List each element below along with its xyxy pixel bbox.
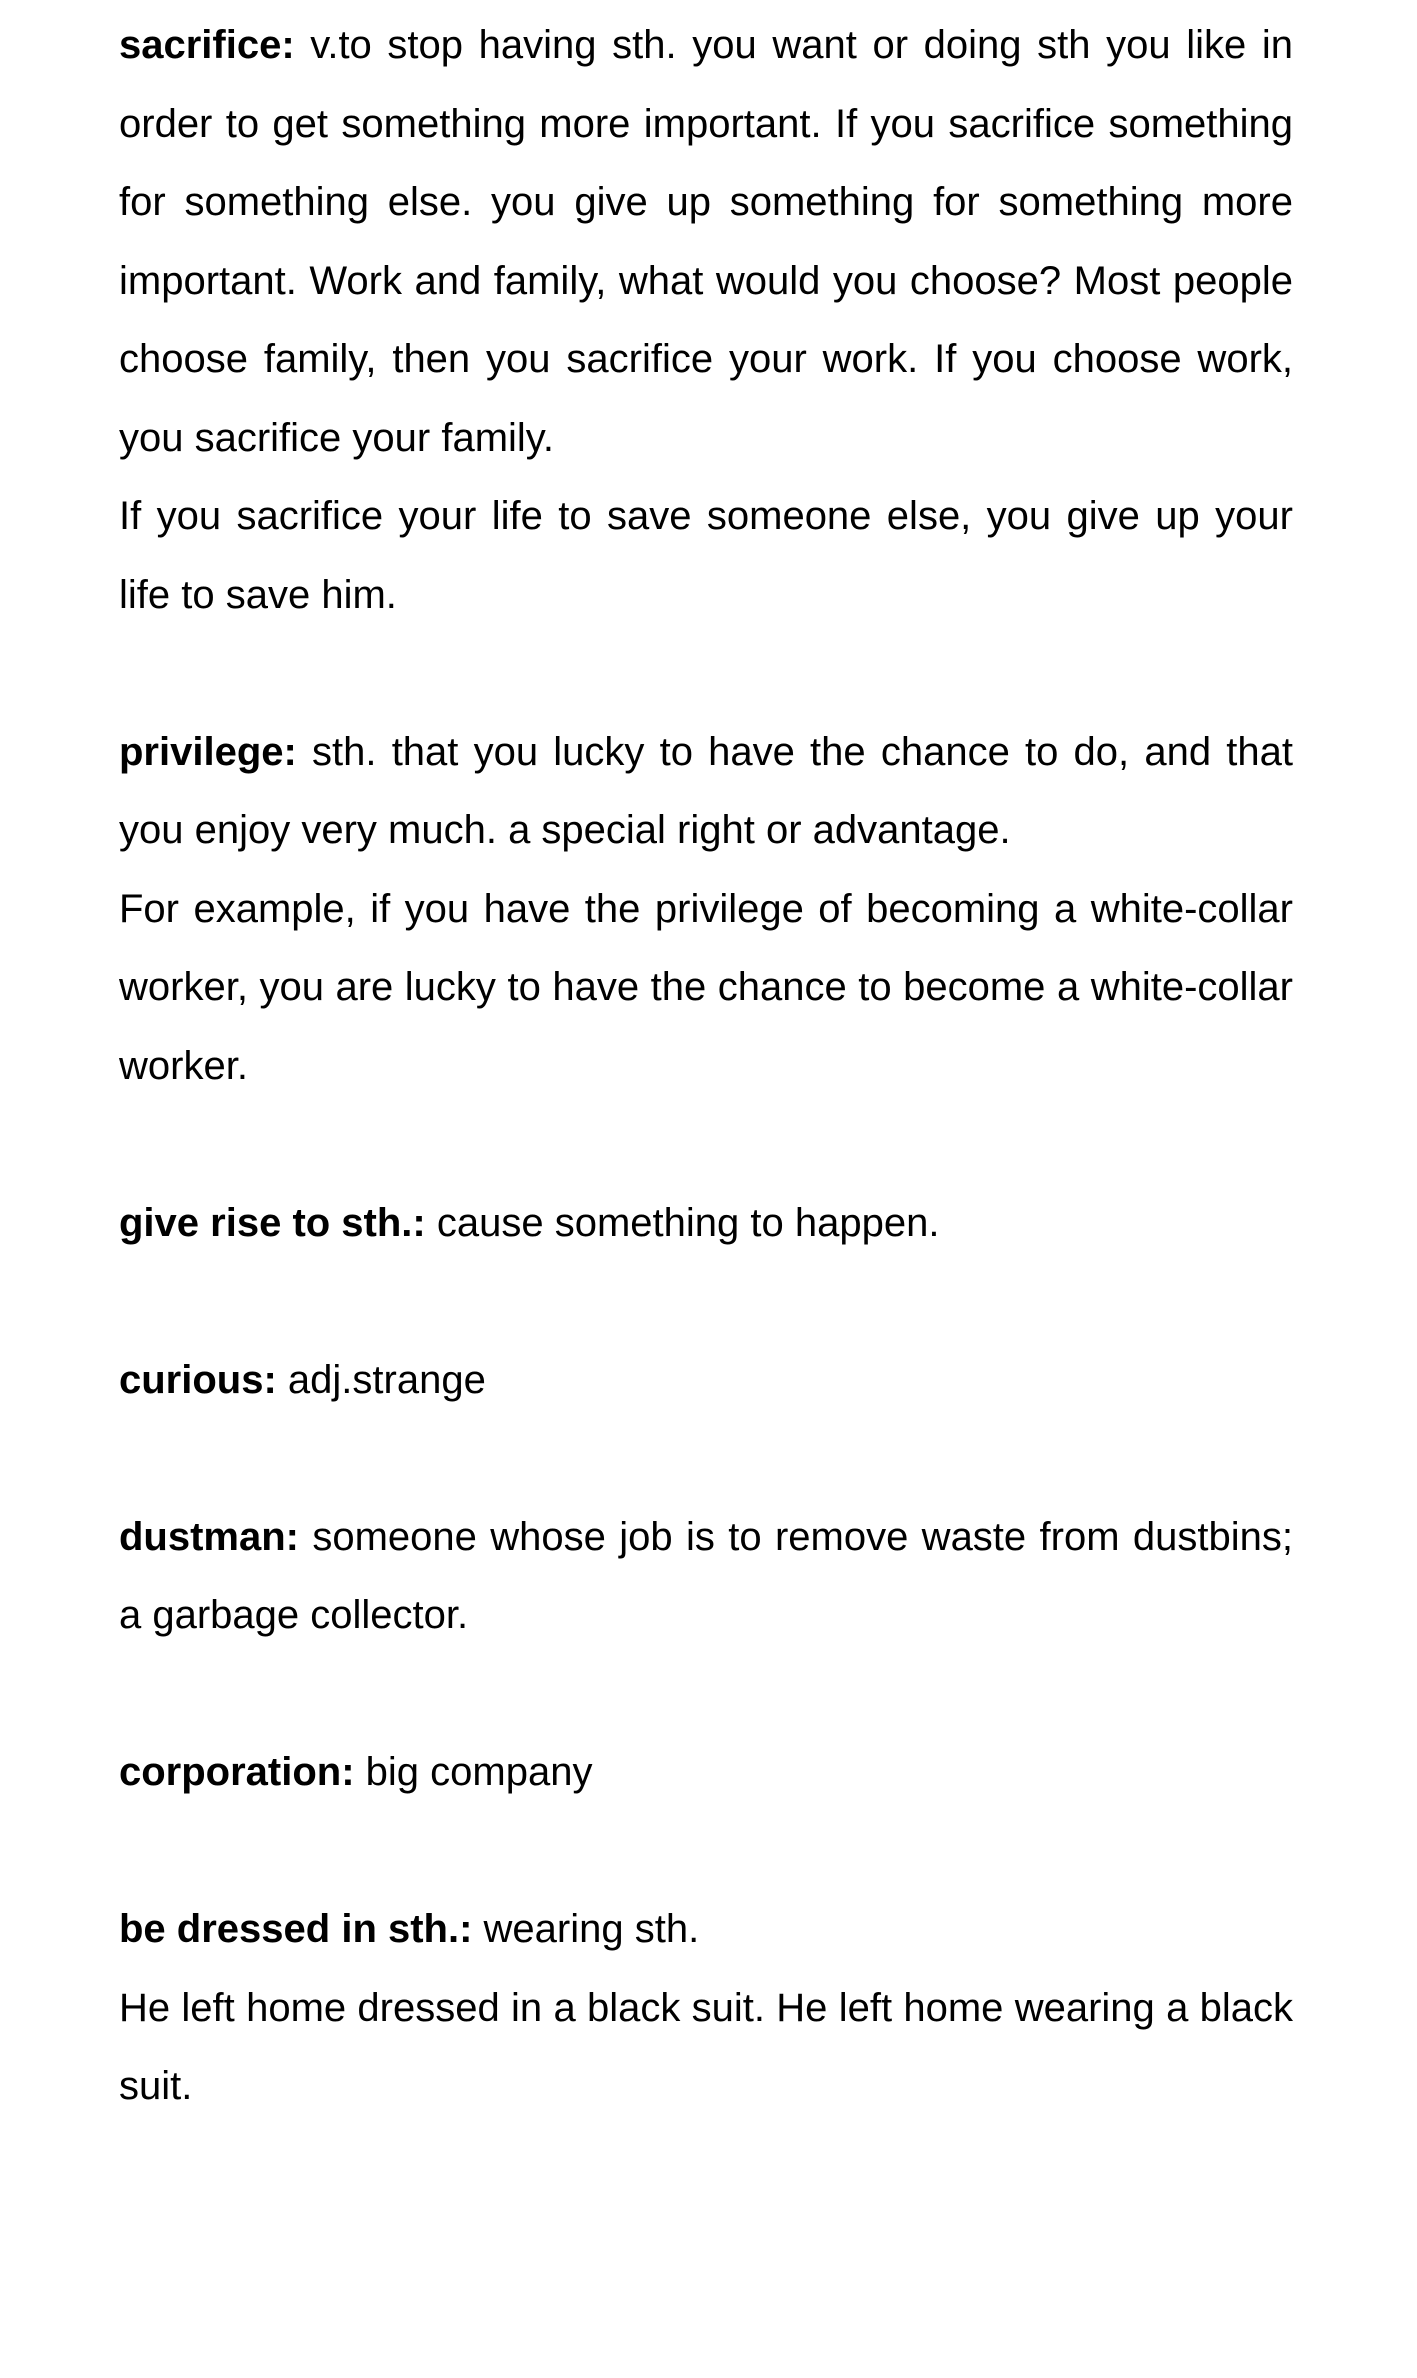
term: corporation: — [119, 1750, 355, 1794]
definition-paragraph — [119, 1733, 1293, 1812]
example-paragraph: For example, if you have the privilege of becoming a white-collar worker, you are lucky to have the chance to become a white-collar worker. — [119, 886, 1293, 1088]
entry-be-dressed-in — [119, 1890, 1293, 2126]
example-paragraph: He left home dressed in a black suit. He left home wearing a black suit. — [119, 1985, 1293, 2108]
definition-paragraph — [119, 1341, 1293, 1420]
definition: someone whose job is to remove waste from dustbins; a garbage collector. — [119, 1514, 1293, 1637]
definition: big company — [365, 1750, 593, 1794]
definition: cause something to happen. — [436, 1200, 940, 1245]
definition-paragraph — [119, 1890, 1293, 1969]
definition-paragraph — [119, 1498, 1293, 1655]
example-paragraph: If you sacrifice your life to save someone else, you give up your life to save him. — [119, 494, 1293, 617]
term: be dressed in sth.: — [119, 1907, 473, 1951]
definition: wearing sth. — [483, 1907, 700, 1951]
entry-curious — [119, 1341, 1293, 1420]
term: privilege: — [119, 729, 297, 774]
entry-sacrifice — [119, 6, 1293, 634]
definition-paragraph — [119, 1184, 1293, 1263]
definition: adj.strange — [287, 1357, 486, 1402]
definition: v.to stop having sth. you want or doing sth you like in order to get something more important. If you sacrifice something for something else. you give up something for something more important. Work and family, what would you choose? Most people choose family, then you sacrifice your work. If you choose work, you sacrifice your family. — [119, 23, 1293, 460]
term: curious: — [119, 1357, 277, 1402]
definition-paragraph — [119, 713, 1293, 870]
term: sacrifice: — [119, 23, 295, 67]
definition-paragraph — [119, 6, 1293, 477]
definition: sth. that you lucky to have the chance to do, and that you enjoy very much. a special right or advantage. — [119, 729, 1293, 852]
entry-give-rise-to — [119, 1184, 1293, 1263]
entry-dustman — [119, 1498, 1293, 1655]
entry-privilege — [119, 713, 1293, 1106]
term: give rise to sth.: — [119, 1200, 426, 1245]
term: dustman: — [119, 1514, 299, 1559]
entry-corporation — [119, 1733, 1293, 1812]
